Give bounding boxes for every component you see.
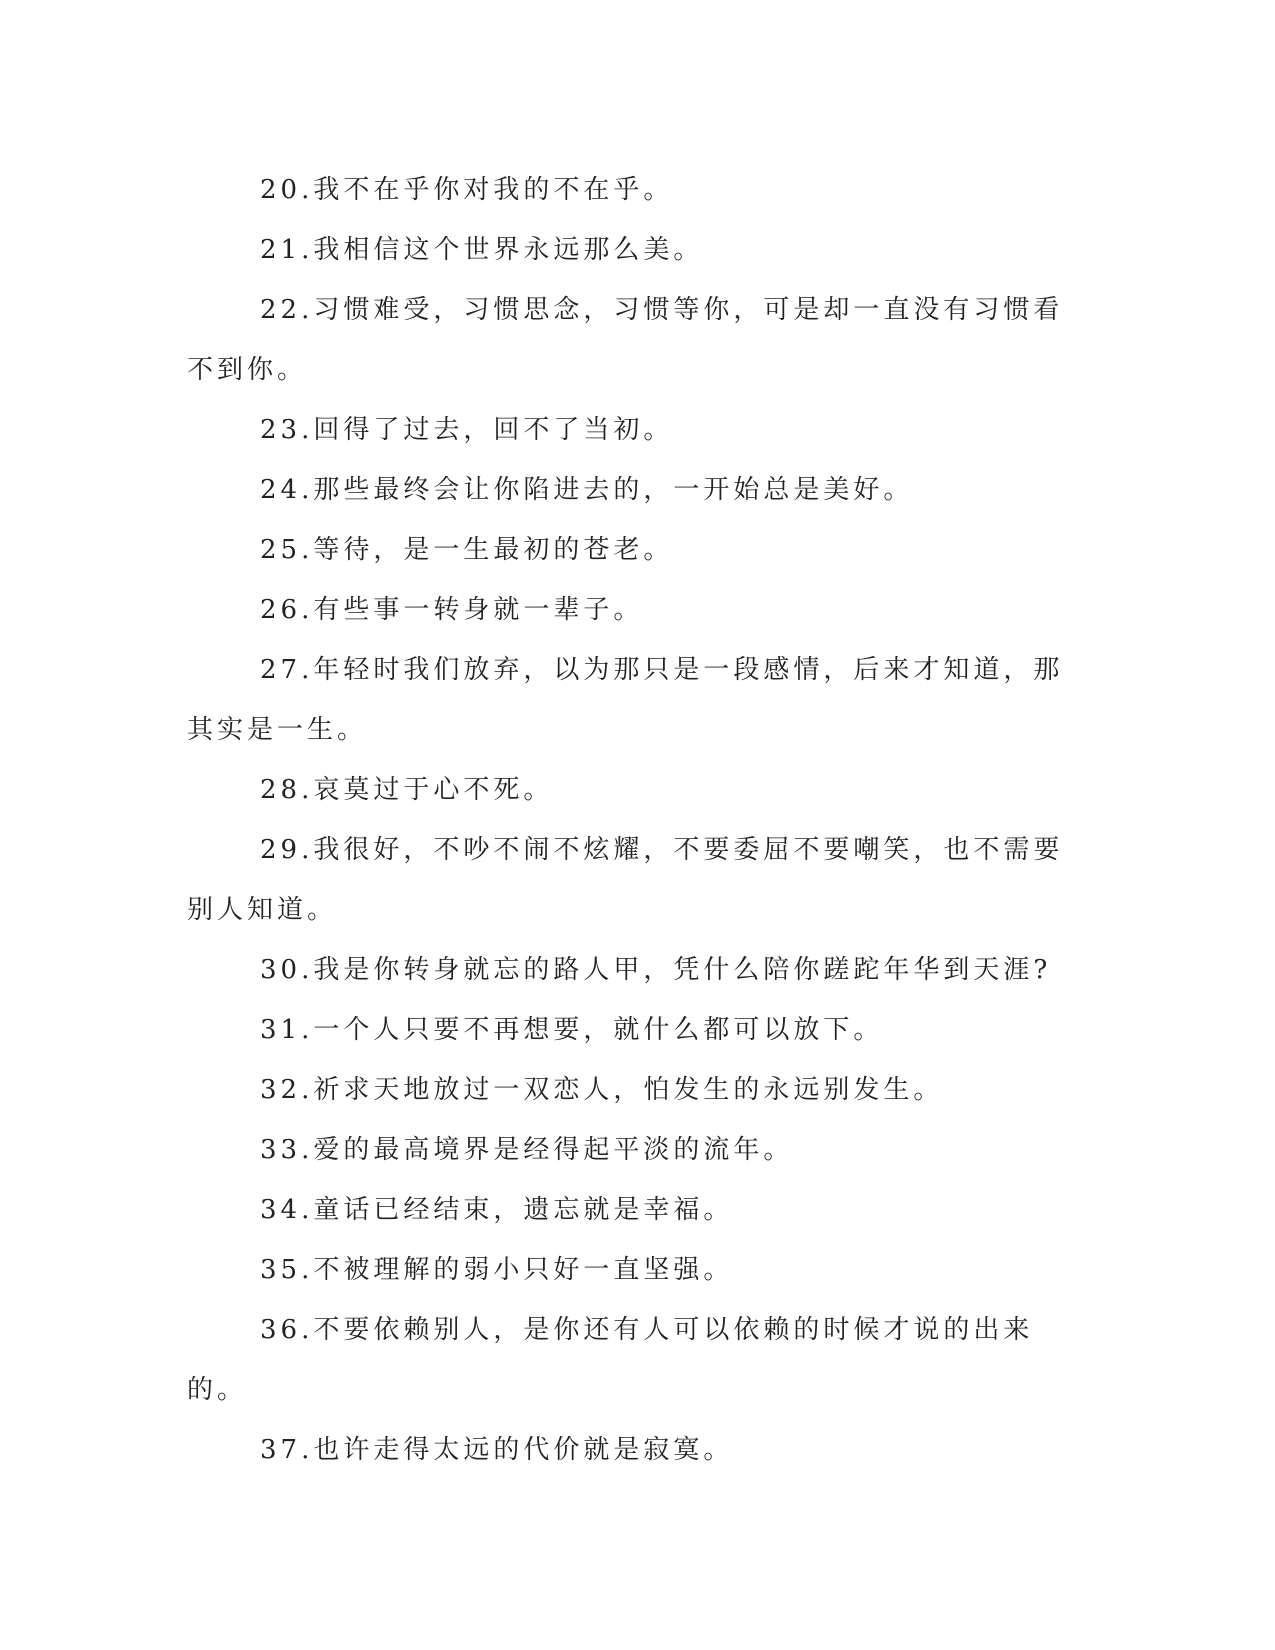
paragraph-26: 26.有些事一转身就一辈子。 [260,595,644,625]
document-body [187,160,1075,1480]
paragraph-24: 24.那些最终会让你陷进去的，一开始总是美好。 [260,475,914,505]
paragraph-23: 23.回得了过去，回不了当初。 [260,415,674,445]
paragraph-25: 25.等待，是一生最初的苍老。 [260,535,674,565]
paragraph-20: 20.我不在乎你对我的不在乎。 [260,175,674,205]
paragraph-32: 32.祈求天地放过一双恋人，怕发生的永远别发生。 [260,1075,944,1105]
paragraph-30: 30.我是你转身就忘的路人甲，凭什么陪你蹉跎年华到天涯? [260,955,1052,985]
paragraph-35: 35.不被理解的弱小只好一直坚强。 [260,1255,734,1285]
paragraph-33: 33.爱的最高境界是经得起平淡的流年。 [260,1135,794,1165]
paragraph-34: 34.童话已经结束，遗忘就是幸福。 [260,1195,734,1225]
paragraph-27: 27.年轻时我们放弃，以为那只是一段感情，后来才知道，那其实是一生。 [187,655,1064,745]
paragraph-37: 37.也许走得太远的代价就是寂寞。 [260,1435,734,1465]
paragraph-28: 28.哀莫过于心不死。 [260,775,554,805]
paragraph-21: 21.我相信这个世界永远那么美。 [260,235,704,265]
paragraph-31: 31.一个人只要不再想要，就什么都可以放下。 [260,1015,884,1045]
paragraph-36: 36.不要依赖别人，是你还有人可以依赖的时候才说的出来的。 [187,1315,1034,1405]
paragraph-29: 29.我很好，不吵不闹不炫耀，不要委屈不要嘲笑，也不需要别人知道。 [187,835,1064,925]
paragraph-22: 22.习惯难受，习惯思念，习惯等你，可是却一直没有习惯看不到你。 [187,295,1064,385]
